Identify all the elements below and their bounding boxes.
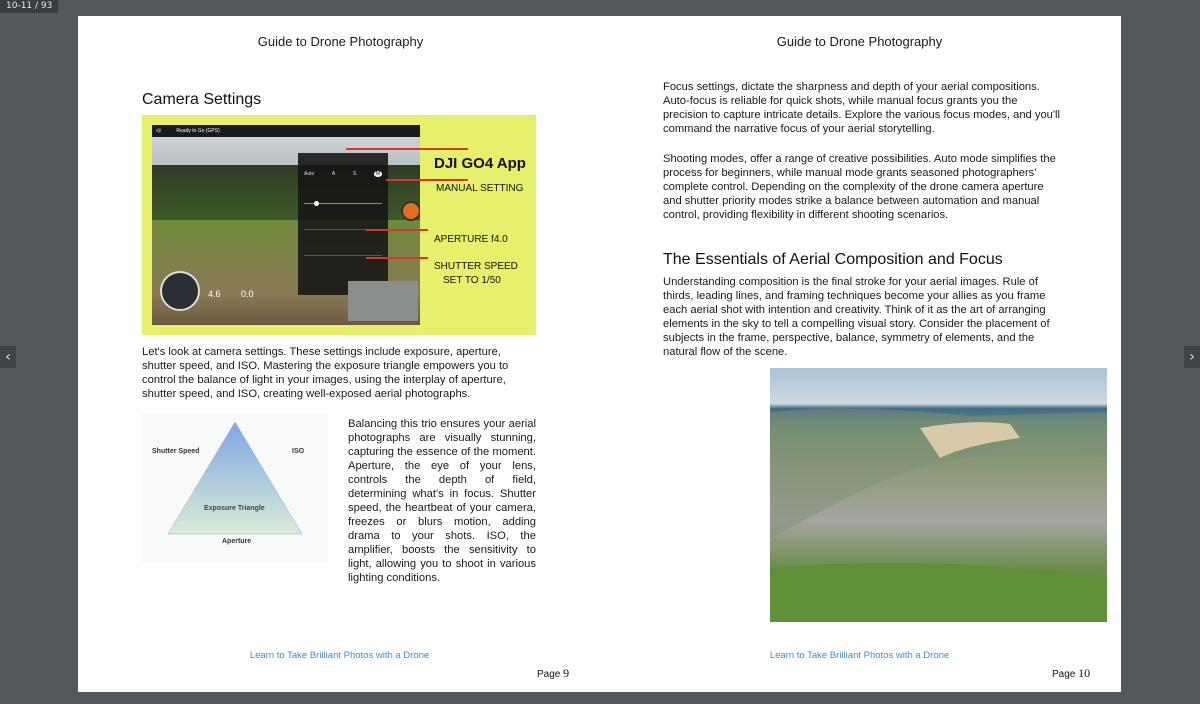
manual-settings-panel [298,153,388,295]
page-left [78,16,599,692]
arrow-to-aperture [366,229,428,231]
manual-setting-label: MANUAL SETTING [436,183,524,194]
arrow-to-manual [386,179,468,181]
mode-s: S [352,171,357,177]
footer-link[interactable]: Learn to Take Brilliant Photos with a Drone [769,650,950,661]
running-header: Guide to Drone Photography [776,34,943,49]
aperture-label: Aperture [222,538,252,545]
paragraph-balancing-trio: Balancing this trio ensures your aerial photographs are visually stunning, capturing the essence of the moment. Aperture, the eye of your lens, controls the depth of field, determining what's in focus. Shutter speed, the heartbeat of your camera, freezes or blurs motion, adding drama to your shots. ISO, the amplifier, boosts the sensitivity to light, allowing you to shoot in various lighting conditions. [348,418,536,584]
paragraph-composition: Understanding composition is the final stroke for your aerial images. Rule of thirds, leading lines, and framing techniques become your allies as you frame each aerial shot with intention and creativity. Think of it as the art of arranging elements in the sky to tell a compelling visual story. Consider the placement of subjects in the frame, perspective, balance, symmetry of elements, and the natural flow of the scene. [663,276,1050,358]
next-page-button[interactable]: › [1184,346,1200,368]
app-status-bar: dji Ready to Go (GPS) [152,125,420,137]
mini-map [348,281,418,321]
figure-title: DJI GO4 App [434,155,526,172]
footer-link[interactable]: Learn to Take Brilliant Photos with a Drone [249,650,430,661]
mode-m: M [375,171,380,177]
page-number: Page 9 [537,666,570,680]
shutter-label-line2: SET TO 1/50 [443,275,501,286]
arrow-to-app [346,148,468,150]
aperture-label: APERTURE f4.0 [434,234,508,245]
section-title: The Essentials of Aerial Composition and Focus [663,251,1003,268]
running-header: Guide to Drone Photography [257,34,424,49]
exposure-triangle-label: Exposure Triangle [204,505,265,512]
camera-settings-figure [142,115,536,335]
section-title: Camera Settings [142,91,262,108]
paragraph-focus-settings: Focus settings, dictate the sharpness and depth of your aerial compositions. Auto-focus is reliable for quick shots, while manual focus grants you the precision to capture intricate details. Explore the various focus modes, and you'll command the narrative focus of your aerial storytelling. [663,81,1061,135]
arrow-to-shutter [366,257,428,259]
page-right [599,16,1120,692]
shutter-label-line1: SHUTTER SPEED [434,261,518,272]
record-button-icon [401,201,420,221]
distance-readout: 0.0 [241,289,254,299]
mode-a: A [331,171,336,177]
previous-page-button[interactable]: ‹ [0,346,16,368]
altitude-readout: 4.6 [208,289,221,299]
page-number: Page 10 [1052,666,1091,680]
app-status-text: Ready to Go (GPS) [176,128,220,134]
app-screenshot [152,125,420,325]
book-spread [78,16,1121,692]
page-counter: 10-11 / 93 [0,0,58,13]
shutter-speed-label: Shutter Speed [152,448,200,455]
exposure-triangle-figure [142,414,328,562]
paragraph-camera-settings: Let's look at camera settings. These settings include exposure, aperture, shutter speed, and ISO. Mastering the exposure triangle empowers you to control the balance of light in your images, using the interplay of aperture, shutter speed, and ISO, creating well-exposed aerial photographs. [142,346,509,400]
paragraph-shooting-modes: Shooting modes, offer a range of creative possibilities. Auto mode simplifies the process for beginners, while manual mode grants seasoned photographers' complete control. Depending on the complexity of the drone camera aperture and shutter priority modes strike a balance between automation and manual control, providing flexibility in different shooting scenarios. [663,153,1056,221]
attitude-gauge-icon [160,271,200,311]
iso-label: ISO [292,448,305,455]
aerial-town-photo [770,368,1107,622]
mode-auto: Auto [304,171,315,177]
